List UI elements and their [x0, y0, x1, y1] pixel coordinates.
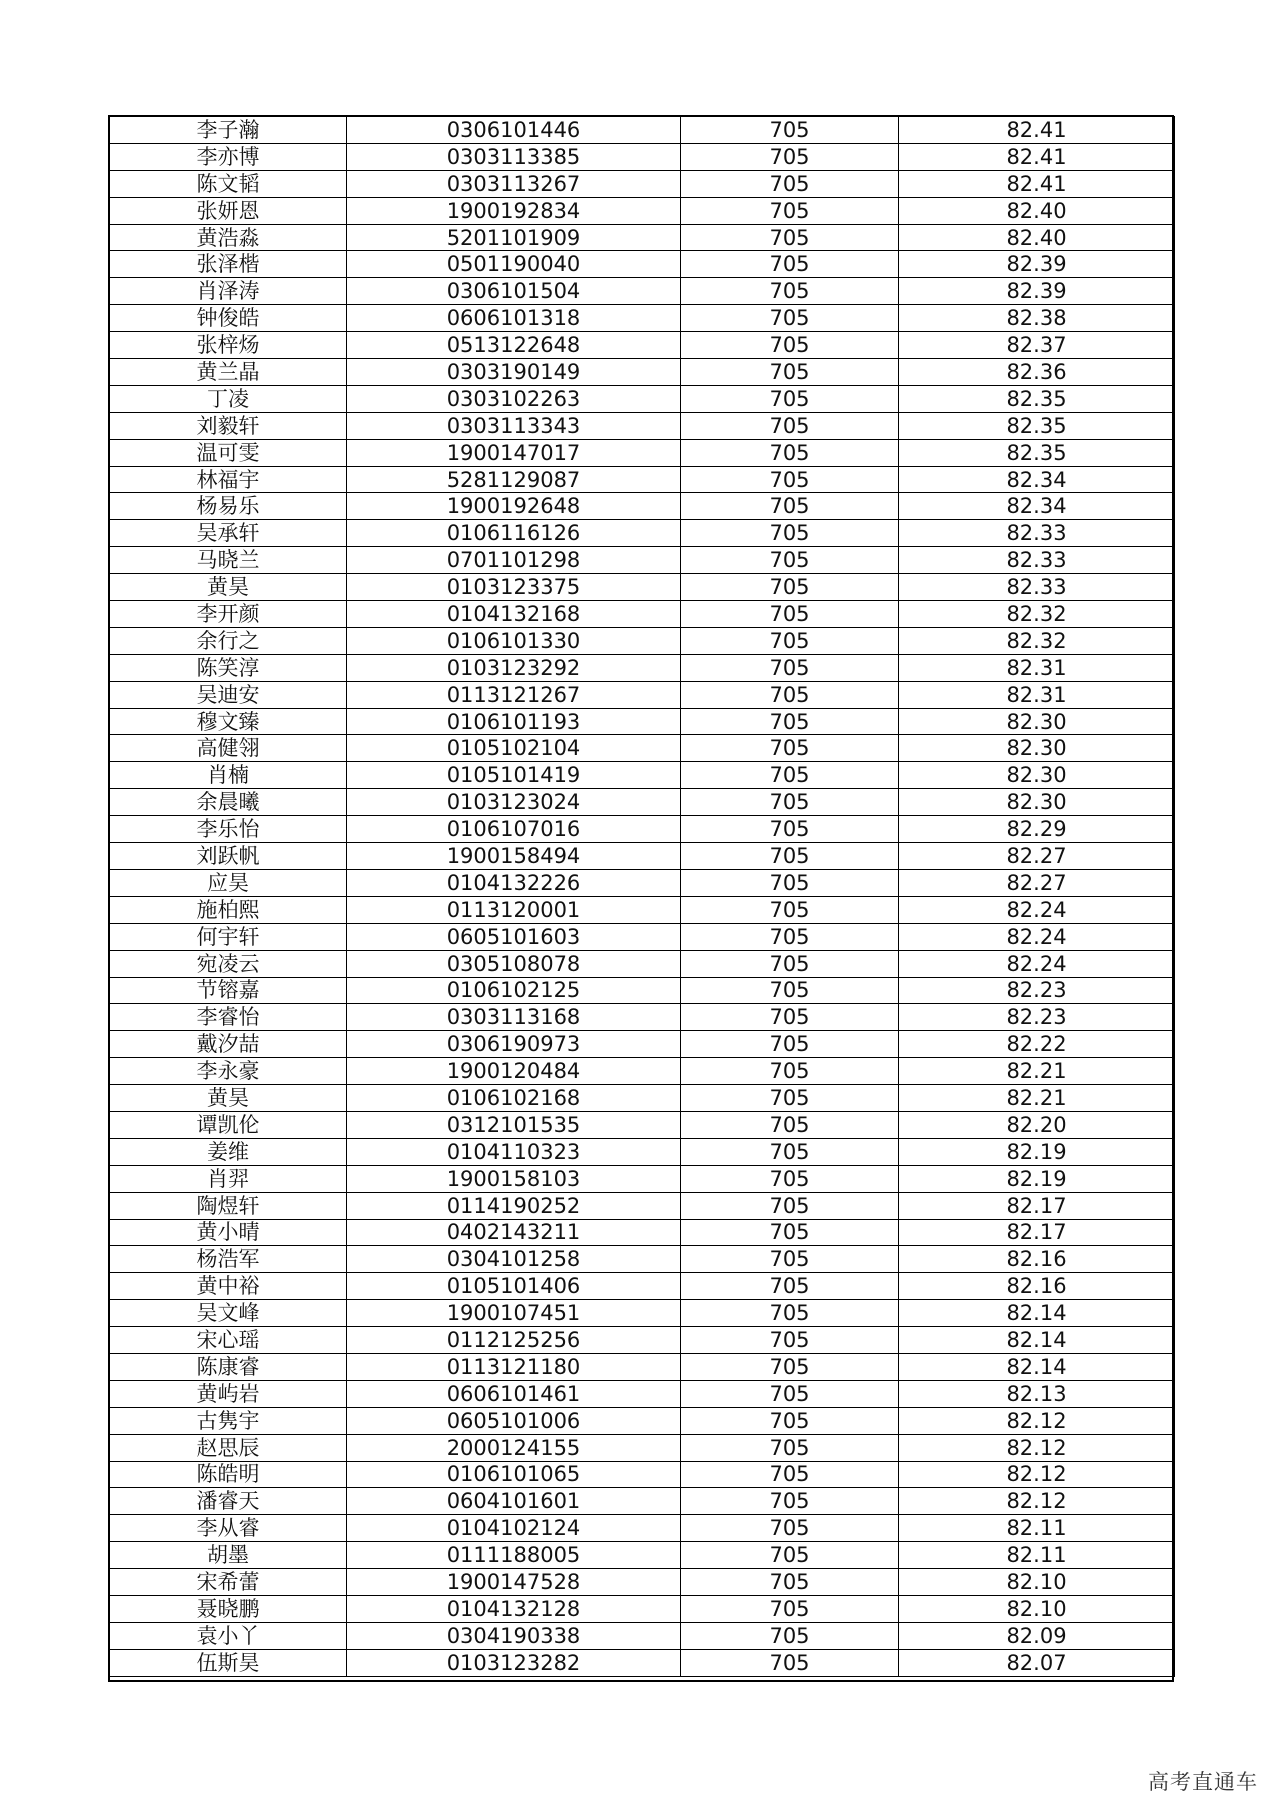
code-cell: 705 — [681, 708, 899, 735]
exam-id-cell: 0303113168 — [347, 1004, 681, 1031]
exam-id-cell: 1900158494 — [347, 843, 681, 870]
score-cell: 82.14 — [899, 1353, 1175, 1380]
name-cell: 刘毅轩 — [110, 412, 347, 439]
code-cell: 705 — [681, 359, 899, 386]
code-cell: 705 — [681, 735, 899, 762]
score-cell: 82.24 — [899, 896, 1175, 923]
score-cell: 82.24 — [899, 923, 1175, 950]
table-row — [110, 1031, 1175, 1058]
code-cell: 705 — [681, 466, 899, 493]
name-cell: 应昊 — [110, 869, 347, 896]
table-row — [110, 896, 1175, 923]
table-row — [110, 1138, 1175, 1165]
exam-id-cell: 0113120001 — [347, 896, 681, 923]
name-cell: 温可雯 — [110, 439, 347, 466]
exam-id-cell: 0402143211 — [347, 1219, 681, 1246]
score-cell: 82.12 — [899, 1434, 1175, 1461]
table-row — [110, 278, 1175, 305]
name-cell: 黄屿岩 — [110, 1380, 347, 1407]
score-cell: 82.37 — [899, 332, 1175, 359]
name-cell: 吴迪安 — [110, 681, 347, 708]
exam-id-cell: 0304101258 — [347, 1246, 681, 1273]
name-cell: 高健翎 — [110, 735, 347, 762]
code-cell: 705 — [681, 654, 899, 681]
table-row — [110, 1192, 1175, 1219]
name-cell: 钟俊皓 — [110, 305, 347, 332]
code-cell: 705 — [681, 412, 899, 439]
table-row — [110, 547, 1175, 574]
code-cell: 705 — [681, 1085, 899, 1112]
code-cell: 705 — [681, 117, 899, 144]
score-cell: 82.32 — [899, 601, 1175, 628]
name-cell: 马晓兰 — [110, 547, 347, 574]
exam-id-cell: 0106107016 — [347, 816, 681, 843]
table-row — [110, 1488, 1175, 1515]
exam-id-cell: 0106102125 — [347, 977, 681, 1004]
table-row — [110, 1004, 1175, 1031]
code-cell: 705 — [681, 1327, 899, 1354]
code-cell: 705 — [681, 305, 899, 332]
code-cell: 705 — [681, 869, 899, 896]
exam-id-cell: 0103123292 — [347, 654, 681, 681]
table-row — [110, 601, 1175, 628]
table-row — [110, 412, 1175, 439]
name-cell: 黄兰晶 — [110, 359, 347, 386]
name-cell: 张妍恩 — [110, 197, 347, 224]
table-row — [110, 950, 1175, 977]
score-cell: 82.31 — [899, 654, 1175, 681]
score-cell: 82.19 — [899, 1138, 1175, 1165]
table-row — [110, 439, 1175, 466]
score-cell: 82.20 — [899, 1111, 1175, 1138]
code-cell: 705 — [681, 1622, 899, 1649]
code-cell: 705 — [681, 574, 899, 601]
table-row — [110, 1434, 1175, 1461]
table-row — [110, 493, 1175, 520]
name-cell: 李亦博 — [110, 143, 347, 170]
exam-id-cell: 0306101446 — [347, 117, 681, 144]
code-cell: 705 — [681, 224, 899, 251]
score-cell: 82.21 — [899, 1058, 1175, 1085]
watermark-text: 高考直通车 — [1148, 1770, 1258, 1794]
name-cell: 陶煜轩 — [110, 1192, 347, 1219]
code-cell: 705 — [681, 1649, 899, 1676]
name-cell: 陈笑淳 — [110, 654, 347, 681]
name-cell: 节镕嘉 — [110, 977, 347, 1004]
code-cell: 705 — [681, 816, 899, 843]
name-cell: 黄中裕 — [110, 1273, 347, 1300]
table-row — [110, 1219, 1175, 1246]
score-cell: 82.30 — [899, 762, 1175, 789]
code-cell: 705 — [681, 896, 899, 923]
exam-id-cell: 0605101603 — [347, 923, 681, 950]
exam-id-cell: 0103123282 — [347, 1649, 681, 1676]
name-cell: 杨易乐 — [110, 493, 347, 520]
name-cell: 林福宇 — [110, 466, 347, 493]
table-row — [110, 654, 1175, 681]
code-cell: 705 — [681, 197, 899, 224]
code-cell: 705 — [681, 143, 899, 170]
score-cell: 82.35 — [899, 412, 1175, 439]
score-cell: 82.41 — [899, 143, 1175, 170]
name-cell: 谭凯伦 — [110, 1111, 347, 1138]
table-row — [110, 923, 1175, 950]
code-cell: 705 — [681, 843, 899, 870]
name-cell: 李开颜 — [110, 601, 347, 628]
name-cell: 黄昊 — [110, 574, 347, 601]
table-row — [110, 197, 1175, 224]
code-cell: 705 — [681, 923, 899, 950]
code-cell: 705 — [681, 547, 899, 574]
score-cell: 82.33 — [899, 520, 1175, 547]
exam-id-cell: 2000124155 — [347, 1434, 681, 1461]
name-cell: 宛凌云 — [110, 950, 347, 977]
exam-id-cell: 0106102168 — [347, 1085, 681, 1112]
score-cell: 82.12 — [899, 1461, 1175, 1488]
score-cell: 82.14 — [899, 1327, 1175, 1354]
table-row — [110, 359, 1175, 386]
code-cell: 705 — [681, 1004, 899, 1031]
code-cell: 705 — [681, 1595, 899, 1622]
code-cell: 705 — [681, 762, 899, 789]
table-row — [110, 869, 1175, 896]
exam-id-cell: 1900107451 — [347, 1300, 681, 1327]
exam-id-cell: 0606101318 — [347, 305, 681, 332]
score-cell: 82.35 — [899, 385, 1175, 412]
code-cell: 705 — [681, 520, 899, 547]
score-cell: 82.10 — [899, 1569, 1175, 1596]
table-row — [110, 1111, 1175, 1138]
score-cell: 82.40 — [899, 224, 1175, 251]
code-cell: 705 — [681, 950, 899, 977]
exam-id-cell: 0104132128 — [347, 1595, 681, 1622]
table-row — [110, 332, 1175, 359]
code-cell: 705 — [681, 1165, 899, 1192]
exam-id-cell: 0701101298 — [347, 547, 681, 574]
exam-id-cell: 0104110323 — [347, 1138, 681, 1165]
code-cell: 705 — [681, 1380, 899, 1407]
name-cell: 李子瀚 — [110, 117, 347, 144]
table-row — [110, 1542, 1175, 1569]
code-cell: 705 — [681, 789, 899, 816]
name-cell: 宋希蕾 — [110, 1569, 347, 1596]
table-row — [110, 170, 1175, 197]
name-cell: 肖楠 — [110, 762, 347, 789]
table-row — [110, 1649, 1175, 1676]
score-cell: 82.33 — [899, 574, 1175, 601]
code-cell: 705 — [681, 1111, 899, 1138]
exam-id-cell: 1900192834 — [347, 197, 681, 224]
name-cell: 何宇轩 — [110, 923, 347, 950]
table-row — [110, 251, 1175, 278]
table-row — [110, 520, 1175, 547]
table-row — [110, 1622, 1175, 1649]
table-row — [110, 762, 1175, 789]
score-cell: 82.30 — [899, 735, 1175, 762]
exam-id-cell: 0104102124 — [347, 1515, 681, 1542]
table-row — [110, 681, 1175, 708]
exam-id-cell: 1900158103 — [347, 1165, 681, 1192]
score-cell: 82.32 — [899, 627, 1175, 654]
exam-id-cell: 5201101909 — [347, 224, 681, 251]
name-cell: 潘睿天 — [110, 1488, 347, 1515]
exam-id-cell: 1900192648 — [347, 493, 681, 520]
score-cell: 82.34 — [899, 493, 1175, 520]
exam-id-cell: 0606101461 — [347, 1380, 681, 1407]
code-cell: 705 — [681, 1246, 899, 1273]
score-cell: 82.34 — [899, 466, 1175, 493]
exam-id-cell: 1900147017 — [347, 439, 681, 466]
name-cell: 杨浩军 — [110, 1246, 347, 1273]
table-row — [110, 1246, 1175, 1273]
score-cell: 82.11 — [899, 1542, 1175, 1569]
score-cell: 82.27 — [899, 869, 1175, 896]
table-row — [110, 466, 1175, 493]
name-cell: 肖泽涛 — [110, 278, 347, 305]
code-cell: 705 — [681, 1434, 899, 1461]
name-cell: 吴承轩 — [110, 520, 347, 547]
exam-id-cell: 0306190973 — [347, 1031, 681, 1058]
table-row — [110, 1595, 1175, 1622]
score-cell: 82.38 — [899, 305, 1175, 332]
table-row — [110, 1515, 1175, 1542]
score-cell: 82.11 — [899, 1515, 1175, 1542]
exam-id-cell: 0303102263 — [347, 385, 681, 412]
name-cell: 丁凌 — [110, 385, 347, 412]
name-cell: 黄浩淼 — [110, 224, 347, 251]
table-row — [110, 1327, 1175, 1354]
name-cell: 宋心瑶 — [110, 1327, 347, 1354]
score-cell: 82.39 — [899, 278, 1175, 305]
exam-id-cell: 0605101006 — [347, 1407, 681, 1434]
exam-id-cell: 0303113267 — [347, 170, 681, 197]
code-cell: 705 — [681, 493, 899, 520]
score-cell: 82.33 — [899, 547, 1175, 574]
name-cell: 李睿怡 — [110, 1004, 347, 1031]
name-cell: 袁小丫 — [110, 1622, 347, 1649]
code-cell: 705 — [681, 1407, 899, 1434]
name-cell: 肖羿 — [110, 1165, 347, 1192]
table-row — [110, 1300, 1175, 1327]
code-cell: 705 — [681, 1515, 899, 1542]
table-row — [110, 117, 1175, 144]
exam-id-cell: 0105101419 — [347, 762, 681, 789]
name-cell: 李永豪 — [110, 1058, 347, 1085]
score-cell: 82.27 — [899, 843, 1175, 870]
score-cell: 82.30 — [899, 708, 1175, 735]
score-cell: 82.14 — [899, 1300, 1175, 1327]
score-cell: 82.16 — [899, 1246, 1175, 1273]
exam-id-cell: 0106101330 — [347, 627, 681, 654]
code-cell: 705 — [681, 627, 899, 654]
name-cell: 余晨曦 — [110, 789, 347, 816]
exam-id-cell: 0112125256 — [347, 1327, 681, 1354]
exam-id-cell: 0105102104 — [347, 735, 681, 762]
table-row — [110, 1085, 1175, 1112]
name-cell: 张泽楷 — [110, 251, 347, 278]
table-row — [110, 1273, 1175, 1300]
code-cell: 705 — [681, 1542, 899, 1569]
exam-id-cell: 0104132168 — [347, 601, 681, 628]
exam-id-cell: 0501190040 — [347, 251, 681, 278]
table-row — [110, 1165, 1175, 1192]
table-row — [110, 1353, 1175, 1380]
table-row — [110, 143, 1175, 170]
score-cell: 82.23 — [899, 977, 1175, 1004]
code-cell: 705 — [681, 1300, 899, 1327]
exam-id-cell: 0114190252 — [347, 1192, 681, 1219]
code-cell: 705 — [681, 1569, 899, 1596]
exam-id-cell: 0104132226 — [347, 869, 681, 896]
exam-id-cell: 0303190149 — [347, 359, 681, 386]
score-cell: 82.41 — [899, 117, 1175, 144]
code-cell: 705 — [681, 385, 899, 412]
name-cell: 穆文臻 — [110, 708, 347, 735]
code-cell: 705 — [681, 278, 899, 305]
score-cell: 82.07 — [899, 1649, 1175, 1676]
name-cell: 陈皓明 — [110, 1461, 347, 1488]
exam-id-cell: 0513122648 — [347, 332, 681, 359]
exam-id-cell: 0312101535 — [347, 1111, 681, 1138]
table-row — [110, 789, 1175, 816]
score-cell: 82.12 — [899, 1488, 1175, 1515]
table-row — [110, 574, 1175, 601]
exam-id-cell: 0304190338 — [347, 1622, 681, 1649]
exam-id-cell: 0604101601 — [347, 1488, 681, 1515]
name-cell: 施柏熙 — [110, 896, 347, 923]
exam-id-cell: 0106101193 — [347, 708, 681, 735]
code-cell: 705 — [681, 1488, 899, 1515]
table-row — [110, 977, 1175, 1004]
name-cell: 李乐怡 — [110, 816, 347, 843]
exam-id-cell: 0305108078 — [347, 950, 681, 977]
name-cell: 刘跃帆 — [110, 843, 347, 870]
exam-id-cell: 0303113343 — [347, 412, 681, 439]
code-cell: 705 — [681, 1138, 899, 1165]
exam-id-cell: 0106116126 — [347, 520, 681, 547]
name-cell: 伍斯昊 — [110, 1649, 347, 1676]
exam-id-cell: 0306101504 — [347, 278, 681, 305]
exam-id-cell: 0113121267 — [347, 681, 681, 708]
code-cell: 705 — [681, 1353, 899, 1380]
score-cell: 82.36 — [899, 359, 1175, 386]
table-row — [110, 385, 1175, 412]
exam-id-cell: 5281129087 — [347, 466, 681, 493]
code-cell: 705 — [681, 681, 899, 708]
table-row — [110, 627, 1175, 654]
score-cell: 82.17 — [899, 1192, 1175, 1219]
score-table — [109, 116, 1175, 1677]
score-cell: 82.13 — [899, 1380, 1175, 1407]
name-cell: 古隽宇 — [110, 1407, 347, 1434]
exam-id-cell: 1900120484 — [347, 1058, 681, 1085]
score-cell: 82.16 — [899, 1273, 1175, 1300]
name-cell: 黄小晴 — [110, 1219, 347, 1246]
name-cell: 戴汐喆 — [110, 1031, 347, 1058]
score-cell: 82.21 — [899, 1085, 1175, 1112]
code-cell: 705 — [681, 977, 899, 1004]
score-cell: 82.23 — [899, 1004, 1175, 1031]
table-row — [110, 1058, 1175, 1085]
table-row — [110, 735, 1175, 762]
name-cell: 陈文韬 — [110, 170, 347, 197]
name-cell: 胡墨 — [110, 1542, 347, 1569]
exam-id-cell: 0103123375 — [347, 574, 681, 601]
score-cell: 82.22 — [899, 1031, 1175, 1058]
table-row — [110, 708, 1175, 735]
score-cell: 82.30 — [899, 789, 1175, 816]
code-cell: 705 — [681, 1273, 899, 1300]
score-cell: 82.09 — [899, 1622, 1175, 1649]
table-row — [110, 224, 1175, 251]
score-cell: 82.35 — [899, 439, 1175, 466]
code-cell: 705 — [681, 1192, 899, 1219]
name-cell: 张梓炀 — [110, 332, 347, 359]
exam-id-cell: 0103123024 — [347, 789, 681, 816]
name-cell: 陈康睿 — [110, 1353, 347, 1380]
code-cell: 705 — [681, 1058, 899, 1085]
score-cell: 82.41 — [899, 170, 1175, 197]
score-cell: 82.12 — [899, 1407, 1175, 1434]
name-cell: 赵思辰 — [110, 1434, 347, 1461]
code-cell: 705 — [681, 439, 899, 466]
score-cell: 82.24 — [899, 950, 1175, 977]
code-cell: 705 — [681, 251, 899, 278]
code-cell: 705 — [681, 1031, 899, 1058]
table-row — [110, 1569, 1175, 1596]
code-cell: 705 — [681, 170, 899, 197]
table-row — [110, 1461, 1175, 1488]
name-cell: 吴文峰 — [110, 1300, 347, 1327]
table-row — [110, 1407, 1175, 1434]
score-cell: 82.10 — [899, 1595, 1175, 1622]
name-cell: 姜维 — [110, 1138, 347, 1165]
exam-id-cell: 0106101065 — [347, 1461, 681, 1488]
name-cell: 黄昊 — [110, 1085, 347, 1112]
exam-id-cell: 0111188005 — [347, 1542, 681, 1569]
score-cell: 82.31 — [899, 681, 1175, 708]
table-body — [110, 117, 1175, 1677]
name-cell: 李从睿 — [110, 1515, 347, 1542]
exam-id-cell: 0303113385 — [347, 143, 681, 170]
table-row — [110, 843, 1175, 870]
exam-id-cell: 1900147528 — [347, 1569, 681, 1596]
code-cell: 705 — [681, 332, 899, 359]
name-cell: 聂晓鹏 — [110, 1595, 347, 1622]
name-cell: 余行之 — [110, 627, 347, 654]
score-cell: 82.17 — [899, 1219, 1175, 1246]
table-row — [110, 305, 1175, 332]
exam-id-cell: 0105101406 — [347, 1273, 681, 1300]
score-cell: 82.39 — [899, 251, 1175, 278]
score-cell: 82.29 — [899, 816, 1175, 843]
code-cell: 705 — [681, 1219, 899, 1246]
score-cell: 82.40 — [899, 197, 1175, 224]
code-cell: 705 — [681, 601, 899, 628]
table-row — [110, 816, 1175, 843]
code-cell: 705 — [681, 1461, 899, 1488]
exam-id-cell: 0113121180 — [347, 1353, 681, 1380]
table-row — [110, 1380, 1175, 1407]
score-cell: 82.19 — [899, 1165, 1175, 1192]
